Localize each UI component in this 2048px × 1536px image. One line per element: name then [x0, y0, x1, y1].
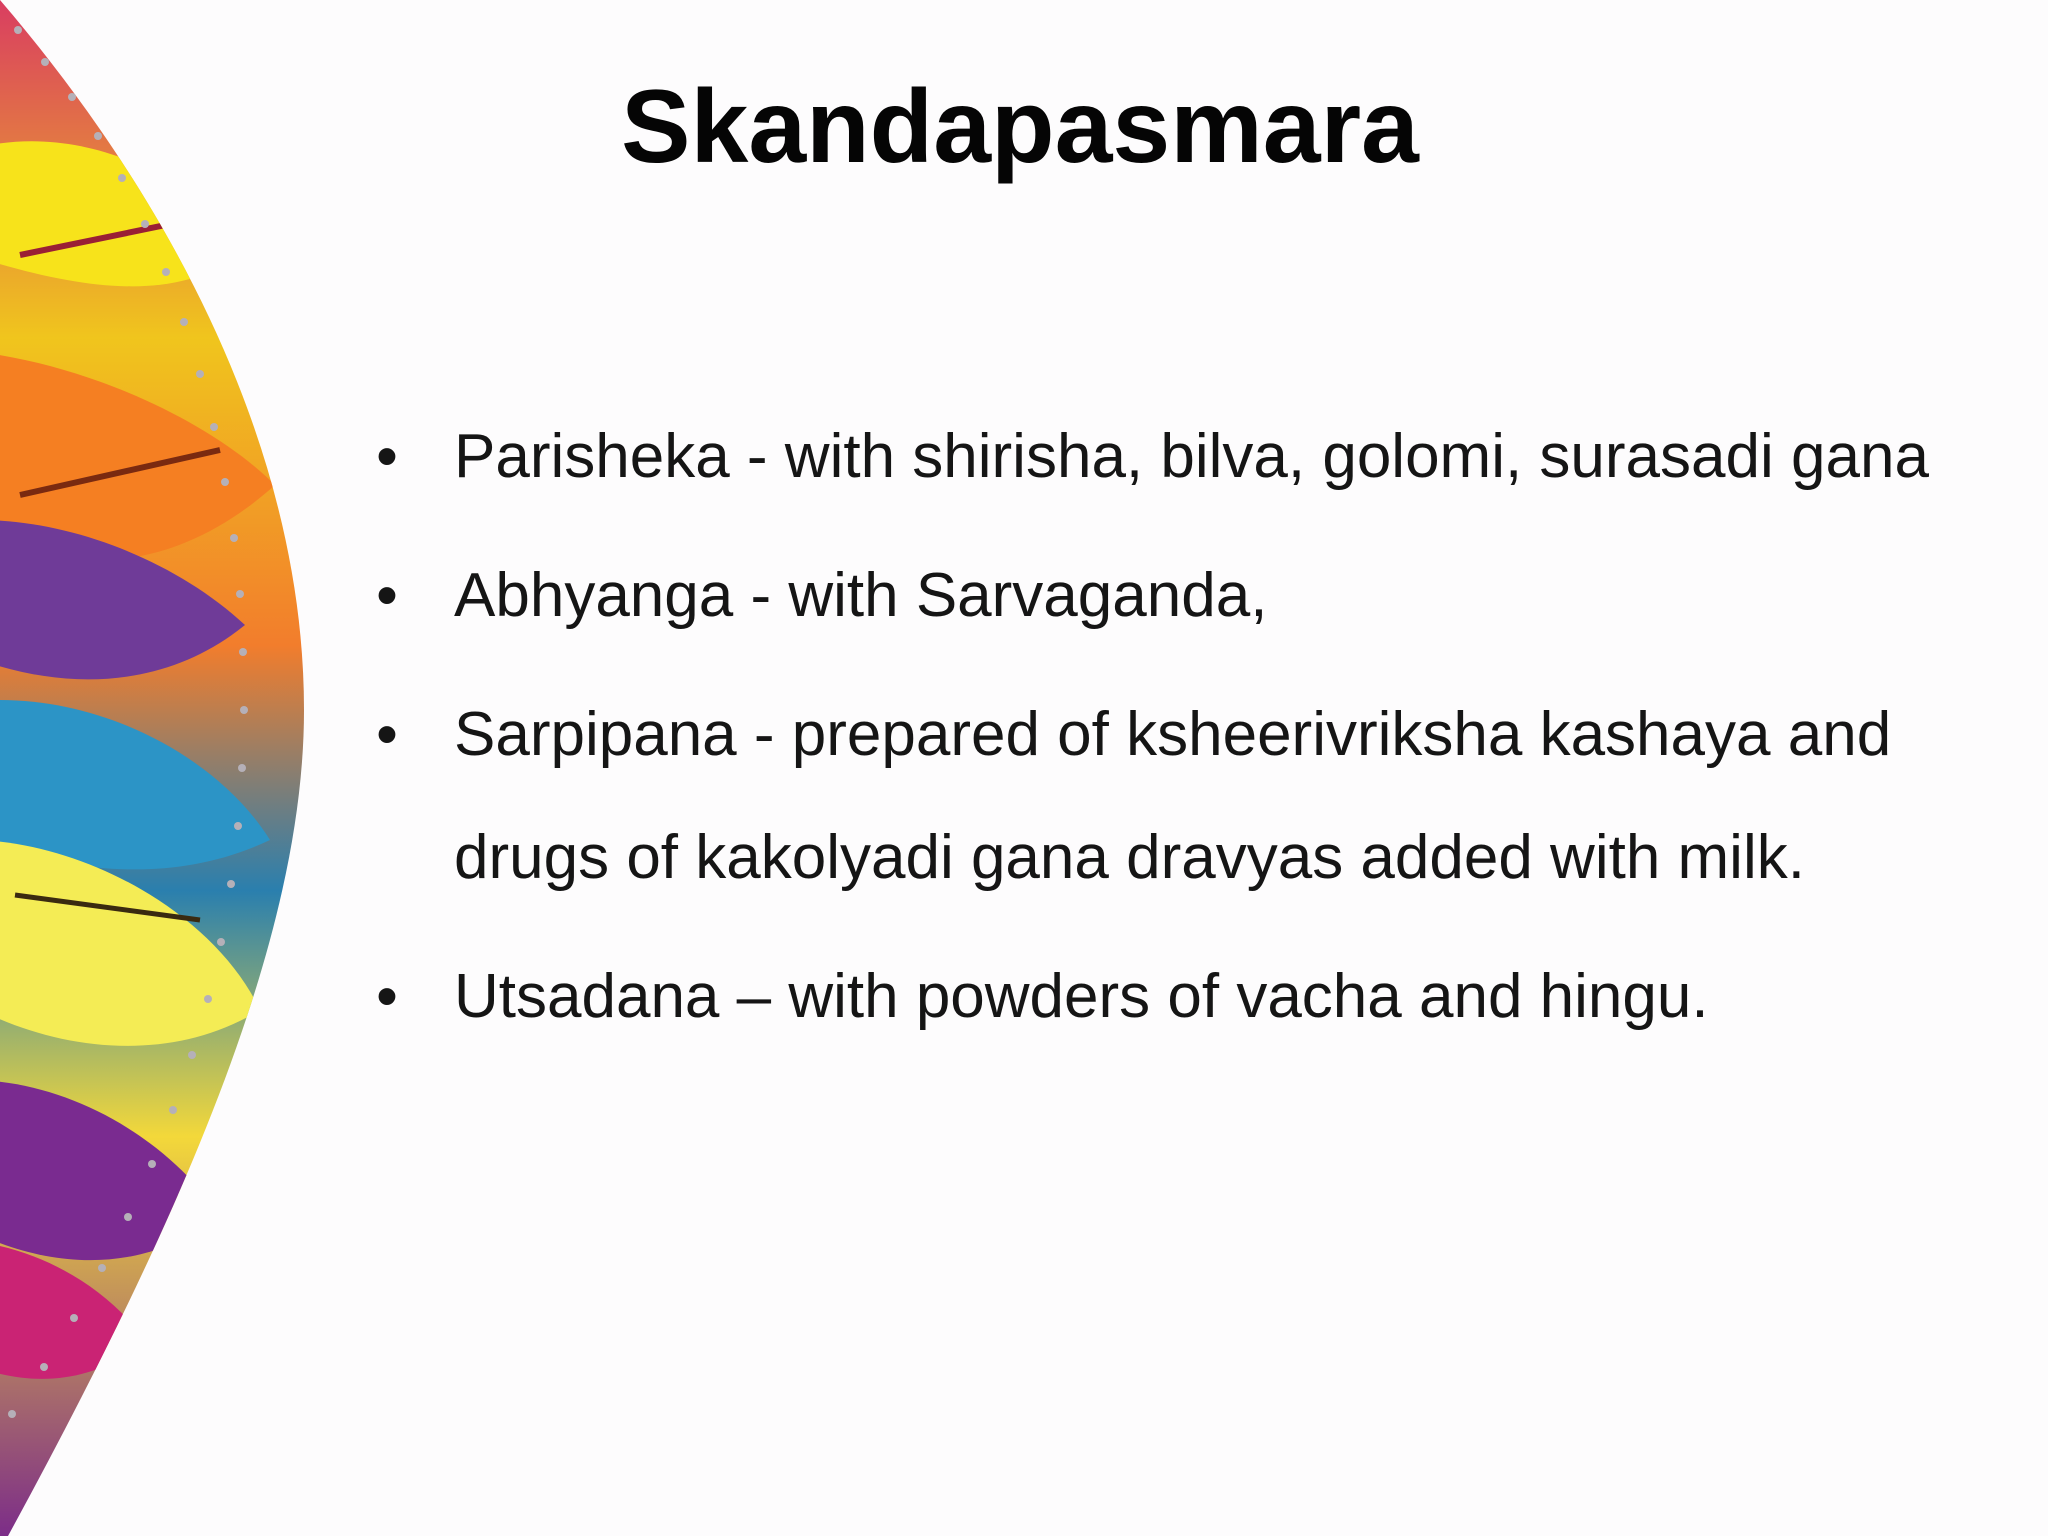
- bullet-item-utsadana: [372, 935, 1932, 1058]
- bullet-text: Parisheka - with shirisha, bilva, golomi, surasadi gana: [454, 422, 1929, 491]
- bullet-item-abhyanga: [372, 534, 1932, 657]
- bullet-item-sarpipana: [372, 673, 1932, 919]
- bullet-text: Utsadana – with powders of vacha and hingu.: [454, 962, 1709, 1031]
- bullet-dot-icon: •: [376, 561, 398, 630]
- bullet-text: Sarpipana - prepared of ksheerivriksha kashaya and drugs of kakolyadi gana dravyas added with milk.: [454, 700, 1892, 892]
- bullet-dot-icon: •: [376, 422, 398, 491]
- slide-title: Skandapasmara: [621, 69, 1419, 185]
- bullet-list: [372, 395, 1932, 1074]
- bullet-dot-icon: •: [376, 700, 398, 769]
- feather-collage-icon: [0, 0, 340, 1536]
- bullet-item-parisheka: [372, 395, 1932, 518]
- bullet-dot-icon: •: [376, 962, 398, 1031]
- bullet-text: Abhyanga - with Sarvaganda,: [454, 561, 1268, 630]
